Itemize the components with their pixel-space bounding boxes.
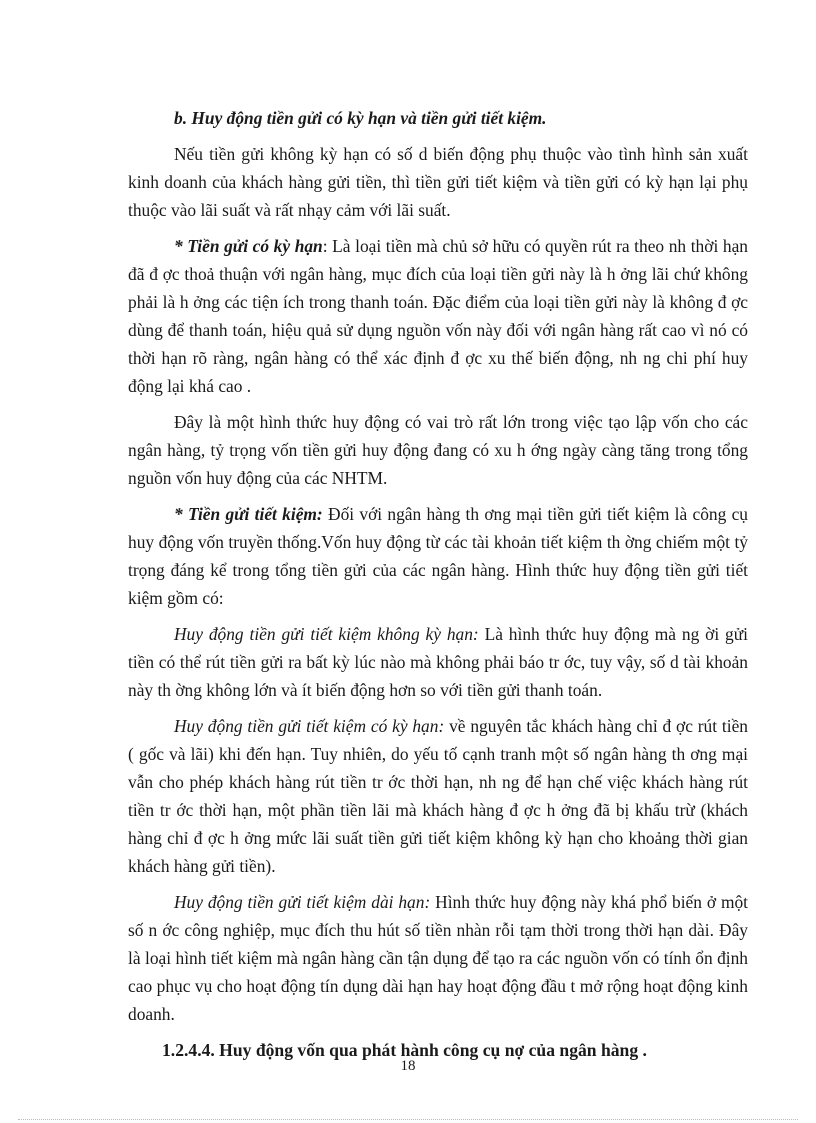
paragraph-long-term-savings: [128, 888, 748, 1028]
long-term-savings-lead: Huy động tiền gửi tiết kiệm dài hạn:: [174, 892, 431, 912]
long-term-savings-text: Hình thức huy động này khá phổ biến ở một số n ớc công nghiệp, mục đích thu hút số tiền nhàn rỗi tạm thời trong thời hạn dài. Đây là loại hình tiết kiệm mà ngân hàng cần tận dụng để tạo ra các nguồn vốn có tính ổn định cao phục vụ cho hoạt động tín dụng dài hạn hay hoạt động đầu t mở rộng hoạt động kinh doanh.: [128, 892, 749, 1024]
paragraph-term-deposit: [128, 232, 748, 400]
paragraph-role: Đây là một hình thức huy động có vai trò rất lớn trong việc tạo lập vốn cho các ngân hàng, tỷ trọng vốn tiền gửi huy động đang có xu h ớng ngày càng tăng trong tổng nguồn vốn huy động của các NHTM.: [128, 412, 748, 488]
page-number: 18: [400, 1058, 416, 1074]
section-heading: 1.2.4.4. Huy động vốn qua phát hành công cụ nợ của ngân hàng .: [162, 1040, 647, 1060]
savings-lead: * Tiền gửi tiết kiệm:: [174, 504, 323, 524]
term-deposit-text: : Là loại tiền mà chủ sở hữu có quyền rút ra theo nh thời hạn đã đ ợc thoả thuận với ngân hàng, mục đích của loại tiền gửi này là h ởng lãi chứ không phải là h ởng các tiện ích trong thanh toán. Đặc điểm của loại tiền gửi này là không đ ợc dùng để thanh toán, hiệu quả sử dụng nguồn vốn này đối với ngân hàng rất cao vì nó có thời hạn rõ ràng, ngân hàng có thể xác định đ ợc xu thế biến động, nh ng chi phí huy động lại khá cao .: [128, 236, 748, 396]
savings-text: Đối với ngân hàng th ơng mại tiền gửi tiết kiệm là công cụ huy động vốn truyền thống.Vốn huy động từ các tài khoản tiết kiệm th ờng chiếm một tỷ trọng đáng kể trong tổng tiền gửi của các ngân hàng. Hình thức huy động tiền gửi tiết kiệm gồm có:: [128, 504, 749, 608]
paragraph-savings: [128, 500, 748, 612]
demand-savings-text: Là hình thức huy động mà ng ời gửi tiền có thể rút tiền gửi ra bất kỳ lúc nào mà không phải báo tr ớc, tuy vậy, số d tài khoản này th ờng không lớn và ít biến động hơn so với tiền gửi thanh toán.: [128, 624, 748, 700]
paragraph-intro: Nếu tiền gửi không kỳ hạn có số d biến động phụ thuộc vào tình hình sản xuất kinh doanh của khách hàng gửi tiền, thì tiền gửi tiết kiệm và tiền gửi có kỳ hạn lại phụ thuộc vào lãi suất và rất nhạy cảm với lãi suất.: [128, 144, 748, 220]
subheading-b: b. Huy động tiền gửi có kỳ hạn và tiền gửi tiết kiệm.: [174, 108, 547, 128]
demand-savings-lead: Huy động tiền gửi tiết kiệm không kỳ hạn:: [174, 624, 479, 644]
term-deposit-lead: * Tiền gửi có kỳ hạn: [174, 236, 323, 256]
term-savings-lead: Huy động tiền gửi tiết kiệm có kỳ hạn:: [174, 716, 445, 736]
page-bottom-divider: [18, 1119, 798, 1120]
term-savings-text: về nguyên tắc khách hàng chỉ đ ợc rút tiền ( gốc và lãi) khi đến hạn. Tuy nhiên, do yếu tố cạnh tranh một số ngân hàng th ơng mại vẫn cho phép khách hàng rút tiền tr ớc thời hạn, nh ng để hạn chế việc khách hàng rút tiền tr ớc thời hạn, một phần tiền lãi mà khách hàng đ ợc h ởng đã bị khấu trừ (khách hàng chỉ đ ợc h ởng mức lãi suất tiền gửi tiết kiệm không kỳ hạn cho khoảng thời gian khách hàng gửi tiền).: [128, 716, 748, 876]
document-body: [128, 104, 748, 1072]
paragraph-term-savings: [128, 712, 748, 880]
paragraph-demand-savings: [128, 620, 748, 704]
